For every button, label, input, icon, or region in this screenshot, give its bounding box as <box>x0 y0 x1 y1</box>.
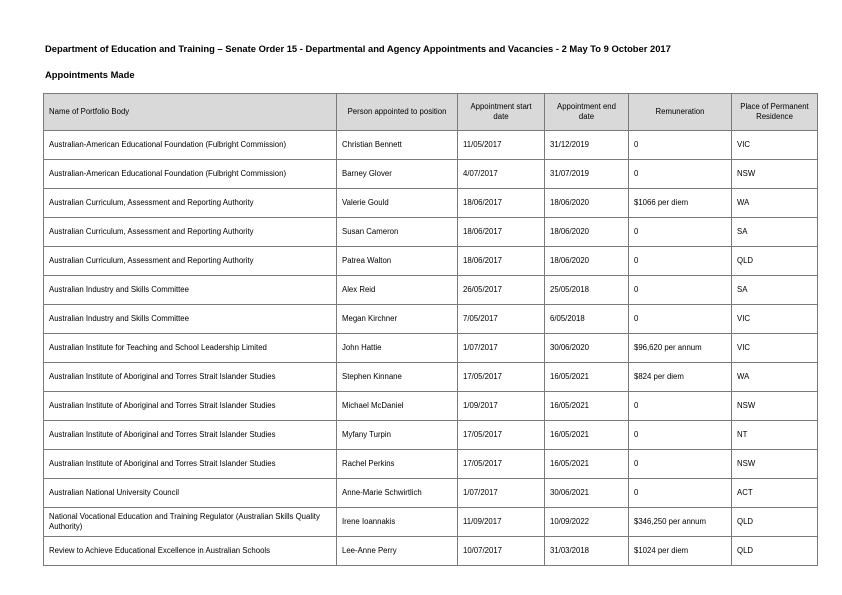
cell-start-date: 18/06/2017 <box>458 247 545 276</box>
cell-portfolio-body: Australian Industry and Skills Committee <box>44 305 337 334</box>
cell-start-date: 18/06/2017 <box>458 189 545 218</box>
cell-remuneration: 0 <box>629 392 732 421</box>
cell-remuneration: $1024 per diem <box>629 537 732 566</box>
cell-person: Stephen Kinnane <box>337 363 458 392</box>
table-row <box>44 305 818 334</box>
cell-start-date: 10/07/2017 <box>458 537 545 566</box>
cell-end-date: 18/06/2020 <box>545 189 629 218</box>
cell-remuneration: 0 <box>629 479 732 508</box>
cell-portfolio-body: Australian Institute of Aboriginal and Torres Strait Islander Studies <box>44 450 337 479</box>
cell-residence: WA <box>732 363 818 392</box>
cell-remuneration: 0 <box>629 247 732 276</box>
cell-start-date: 26/05/2017 <box>458 276 545 305</box>
cell-end-date: 30/06/2020 <box>545 334 629 363</box>
cell-end-date: 30/06/2021 <box>545 479 629 508</box>
table-row <box>44 218 818 247</box>
cell-portfolio-body: Australian Curriculum, Assessment and Reporting Authority <box>44 218 337 247</box>
cell-person: John Hattie <box>337 334 458 363</box>
cell-portfolio-body: Australian Institute of Aboriginal and Torres Strait Islander Studies <box>44 363 337 392</box>
cell-remuneration: 0 <box>629 305 732 334</box>
cell-end-date: 10/09/2022 <box>545 508 629 537</box>
cell-start-date: 7/05/2017 <box>458 305 545 334</box>
cell-person: Anne-Marie Schwirtlich <box>337 479 458 508</box>
cell-portfolio-body: Australian Curriculum, Assessment and Reporting Authority <box>44 247 337 276</box>
table-row <box>44 479 818 508</box>
table-header-row <box>44 94 818 131</box>
table-row <box>44 160 818 189</box>
cell-start-date: 11/05/2017 <box>458 131 545 160</box>
cell-portfolio-body: Australian National University Council <box>44 479 337 508</box>
cell-remuneration: 0 <box>629 160 732 189</box>
table-row <box>44 247 818 276</box>
cell-end-date: 18/06/2020 <box>545 218 629 247</box>
cell-remuneration: $96,620 per annum <box>629 334 732 363</box>
table-row <box>44 131 818 160</box>
cell-residence: SA <box>732 218 818 247</box>
cell-residence: WA <box>732 189 818 218</box>
cell-end-date: 18/06/2020 <box>545 247 629 276</box>
cell-start-date: 1/07/2017 <box>458 479 545 508</box>
cell-person: Michael McDaniel <box>337 392 458 421</box>
cell-remuneration: 0 <box>629 421 732 450</box>
appointments-table <box>43 93 818 566</box>
cell-person: Valerie Gould <box>337 189 458 218</box>
header-remuneration: Remuneration <box>629 94 732 131</box>
cell-portfolio-body: Australian Institute for Teaching and School Leadership Limited <box>44 334 337 363</box>
cell-residence: NSW <box>732 160 818 189</box>
cell-portfolio-body: Australian Institute of Aboriginal and Torres Strait Islander Studies <box>44 421 337 450</box>
cell-residence: SA <box>732 276 818 305</box>
cell-start-date: 4/07/2017 <box>458 160 545 189</box>
cell-residence: NSW <box>732 392 818 421</box>
cell-remuneration: 0 <box>629 450 732 479</box>
cell-end-date: 31/07/2019 <box>545 160 629 189</box>
header-residence: Place of Permanent Residence <box>732 94 818 131</box>
cell-residence: NSW <box>732 450 818 479</box>
cell-person: Myfany Turpin <box>337 421 458 450</box>
table-row <box>44 537 818 566</box>
cell-person: Irene Ioannakis <box>337 508 458 537</box>
table-row <box>44 334 818 363</box>
cell-start-date: 18/06/2017 <box>458 218 545 247</box>
cell-residence: NT <box>732 421 818 450</box>
cell-remuneration: $346,250 per annum <box>629 508 732 537</box>
header-end-date: Appointment end date <box>545 94 629 131</box>
cell-remuneration: $1066 per diem <box>629 189 732 218</box>
header-start-date: Appointment start date <box>458 94 545 131</box>
table-row <box>44 508 818 537</box>
cell-portfolio-body: Review to Achieve Educational Excellence in Australian Schools <box>44 537 337 566</box>
table-row <box>44 392 818 421</box>
cell-person: Alex Reid <box>337 276 458 305</box>
cell-start-date: 17/05/2017 <box>458 363 545 392</box>
cell-end-date: 16/05/2021 <box>545 363 629 392</box>
cell-person: Megan Kirchner <box>337 305 458 334</box>
cell-end-date: 31/12/2019 <box>545 131 629 160</box>
cell-residence: ACT <box>732 479 818 508</box>
cell-portfolio-body: Australian Industry and Skills Committee <box>44 276 337 305</box>
cell-person: Susan Cameron <box>337 218 458 247</box>
header-person: Person appointed to position <box>337 94 458 131</box>
cell-portfolio-body: Australian-American Educational Foundation (Fulbright Commission) <box>44 160 337 189</box>
table-row <box>44 450 818 479</box>
cell-end-date: 6/05/2018 <box>545 305 629 334</box>
cell-person: Lee-Anne Perry <box>337 537 458 566</box>
table-row <box>44 276 818 305</box>
cell-end-date: 31/03/2018 <box>545 537 629 566</box>
cell-end-date: 16/05/2021 <box>545 450 629 479</box>
table-row <box>44 189 818 218</box>
cell-residence: QLD <box>732 537 818 566</box>
cell-portfolio-body: Australian-American Educational Foundation (Fulbright Commission) <box>44 131 337 160</box>
cell-start-date: 11/09/2017 <box>458 508 545 537</box>
cell-remuneration: 0 <box>629 218 732 247</box>
cell-start-date: 1/09/2017 <box>458 392 545 421</box>
cell-remuneration: 0 <box>629 131 732 160</box>
cell-residence: QLD <box>732 247 818 276</box>
cell-remuneration: 0 <box>629 276 732 305</box>
header-portfolio-body: Name of Portfolio Body <box>44 94 337 131</box>
cell-residence: VIC <box>732 305 818 334</box>
cell-person: Barney Glover <box>337 160 458 189</box>
cell-end-date: 16/05/2021 <box>545 421 629 450</box>
cell-start-date: 17/05/2017 <box>458 450 545 479</box>
cell-person: Rachel Perkins <box>337 450 458 479</box>
cell-residence: QLD <box>732 508 818 537</box>
document-title: Department of Education and Training – Senate Order 15 - Departmental and Agency Appointments and Vacancies - 2 May To 9 October 2017 <box>45 43 671 54</box>
cell-residence: VIC <box>732 131 818 160</box>
cell-person: Christian Bennett <box>337 131 458 160</box>
cell-portfolio-body: Australian Institute of Aboriginal and Torres Strait Islander Studies <box>44 392 337 421</box>
cell-person: Patrea Walton <box>337 247 458 276</box>
cell-start-date: 17/05/2017 <box>458 421 545 450</box>
table-row <box>44 421 818 450</box>
cell-portfolio-body: Australian Curriculum, Assessment and Reporting Authority <box>44 189 337 218</box>
cell-portfolio-body: National Vocational Education and Training Regulator (Australian Skills Quality Authority) <box>44 508 337 537</box>
cell-start-date: 1/07/2017 <box>458 334 545 363</box>
table-row <box>44 363 818 392</box>
cell-residence: VIC <box>732 334 818 363</box>
section-heading: Appointments Made <box>45 69 135 80</box>
cell-end-date: 16/05/2021 <box>545 392 629 421</box>
cell-remuneration: $824 per diem <box>629 363 732 392</box>
cell-end-date: 25/05/2018 <box>545 276 629 305</box>
